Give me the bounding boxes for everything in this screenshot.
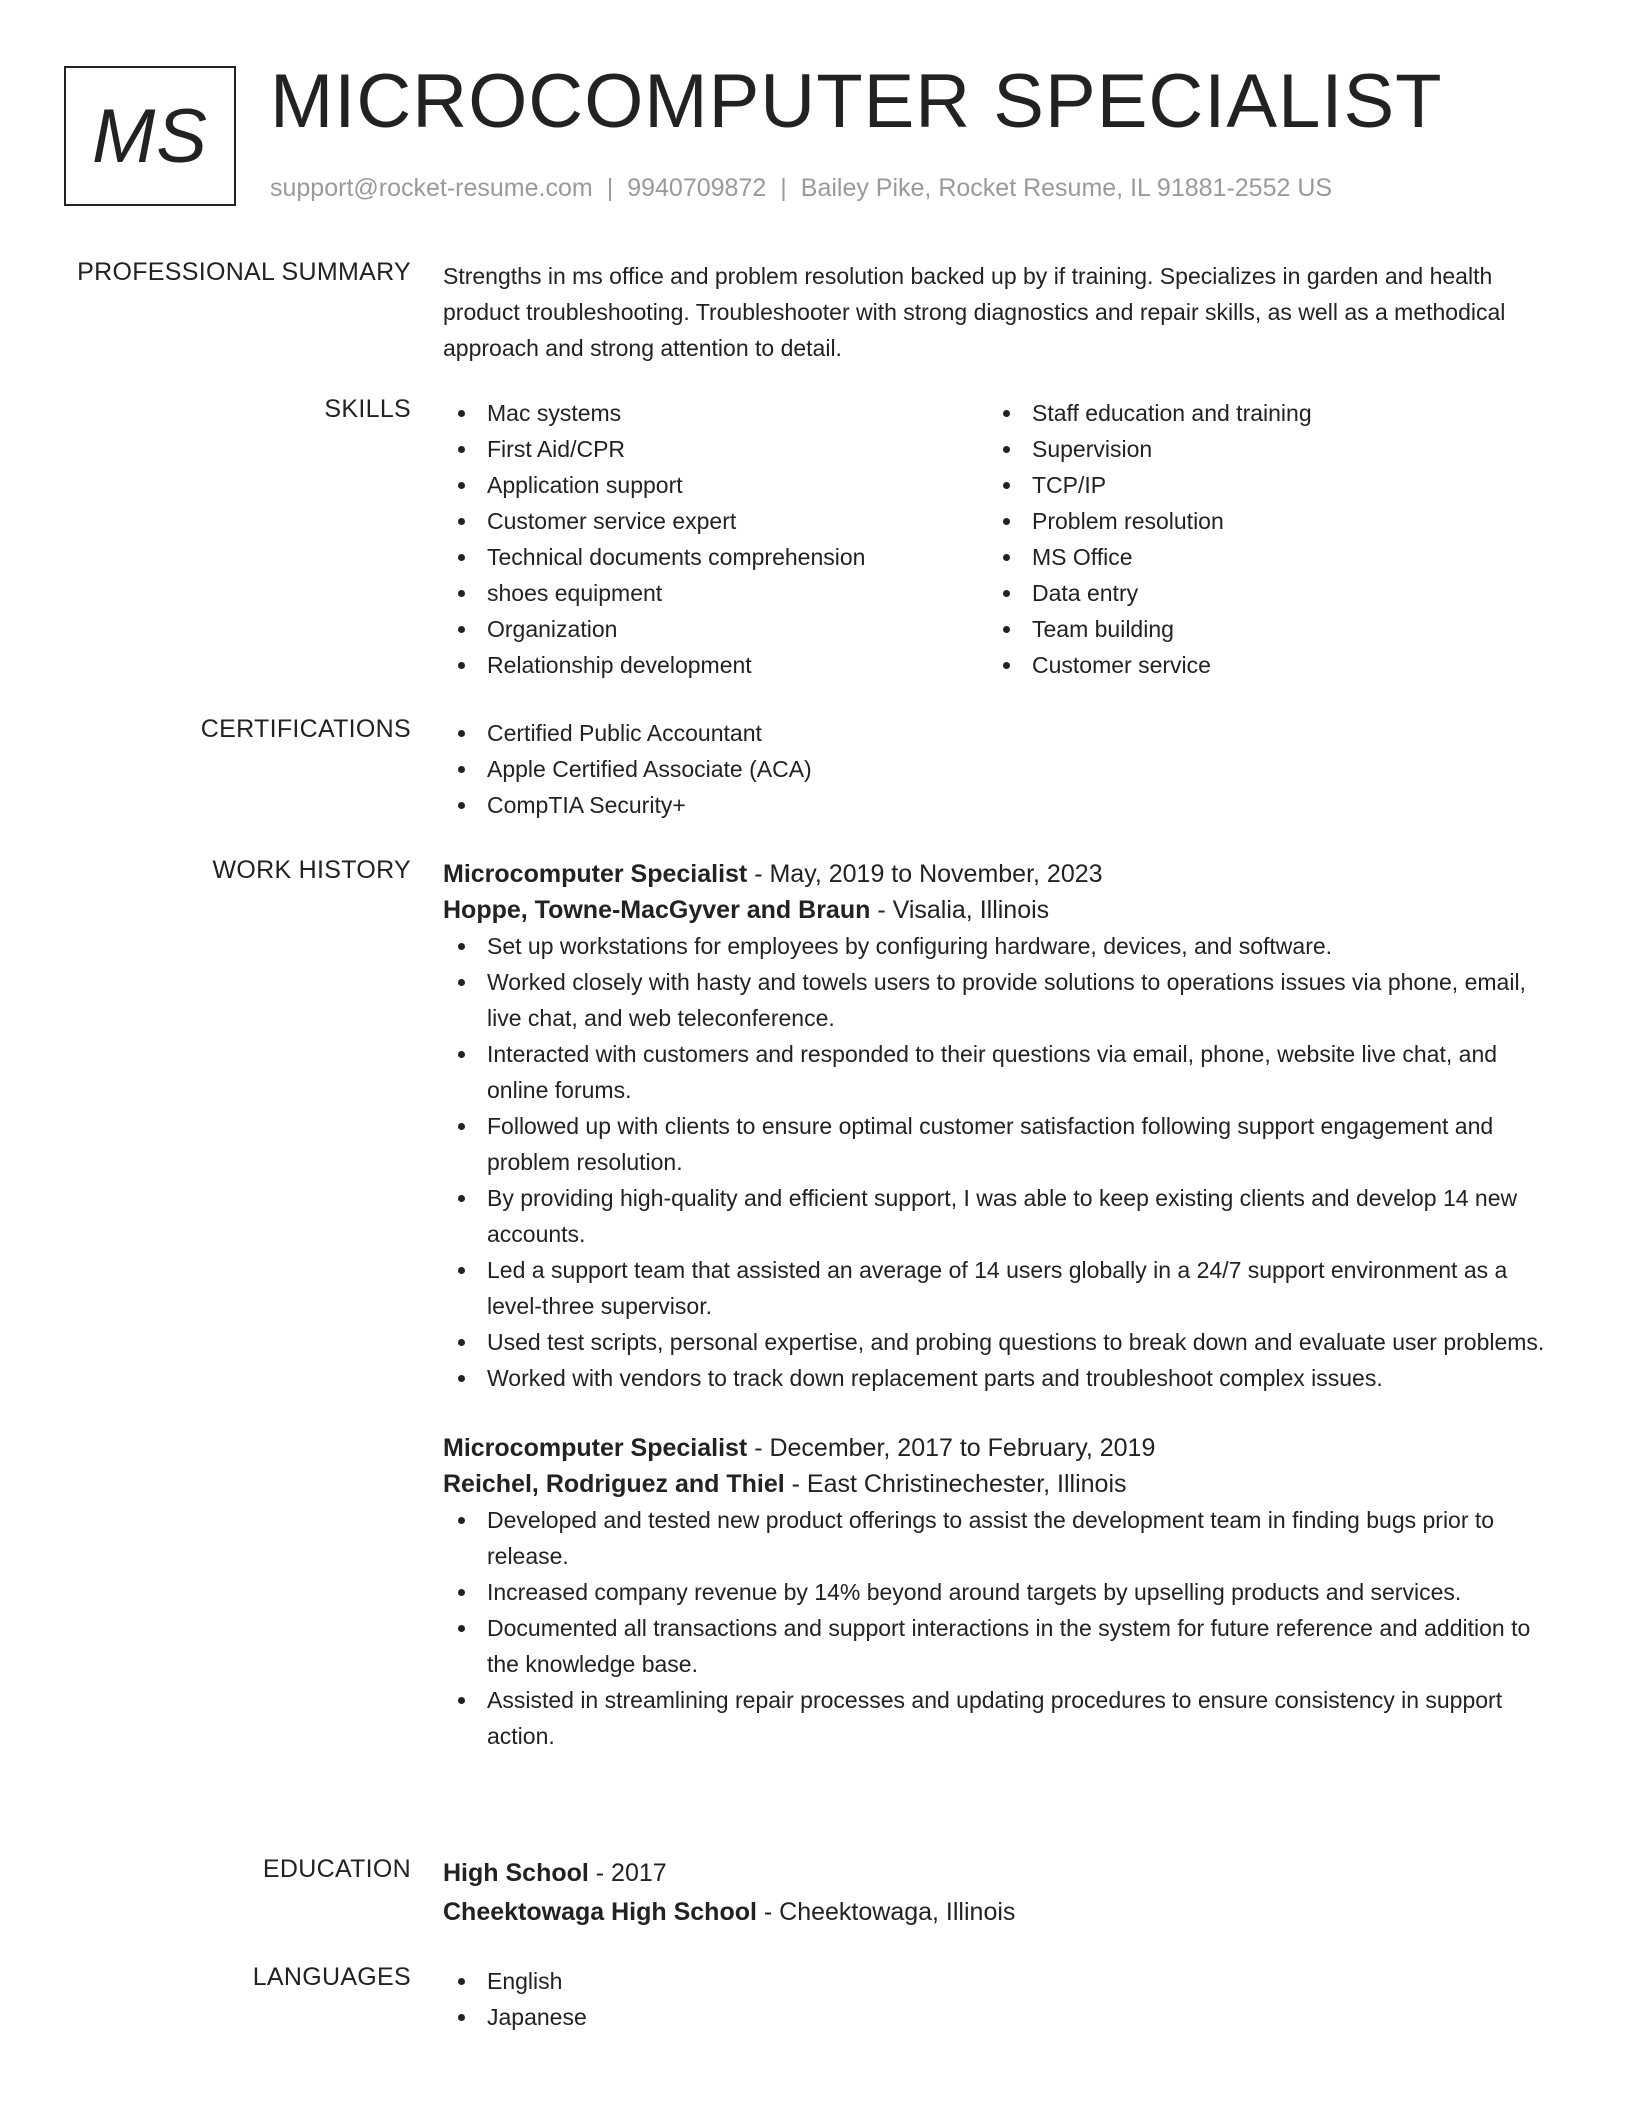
education-degree-line [443,1855,1553,1891]
job-bullet-item: Increased company revenue by 14% beyond around targets by upselling products and services. [443,1574,1553,1610]
skill-item: MS Office [988,539,1533,575]
job-bullet-item: Followed up with clients to ensure optimal customer satisfaction following support engagement and problem resolution. [443,1108,1553,1180]
job-bullet-item: By providing high-quality and efficient support, I was able to keep existing clients and develop 14 new accounts. [443,1180,1553,1252]
job-dates: - May, 2019 to November, 2023 [747,860,1103,888]
job-company: Reichel, Rodriguez and Thiel [443,1470,785,1498]
skill-item: Organization [443,611,988,647]
job-bullets [443,1502,1553,1754]
job-company: Hoppe, Towne-MacGyver and Braun [443,896,871,924]
job-bullet-item: Used test scripts, personal expertise, and probing questions to break down and evaluate user problems. [443,1324,1553,1360]
job-bullet-item: Interacted with customers and responded to their questions via email, phone, website live chat, and online forums. [443,1036,1553,1108]
job-company-line [443,1466,1553,1502]
job-entry [443,856,1553,1396]
education-year: - 2017 [588,1859,667,1887]
language-item: Japanese [443,1999,1553,2035]
summary-text: Strengths in ms office and problem resolution backed up by if training. Specializes in garden and health product troubleshooting. Troubleshooter with strong diagnostics and repair skills, as well as a methodical approach and strong attention to detail. [443,263,1506,361]
job-location: - Visalia, Illinois [870,896,1050,924]
skills-body [443,395,1553,683]
skill-item: First Aid/CPR [443,431,988,467]
skill-item: TCP/IP [988,467,1533,503]
contact-line [270,174,1332,203]
job-location: - East Christinechester, Illinois [784,1470,1127,1498]
job-title: Microcomputer Specialist [443,1434,748,1462]
certification-item: Certified Public Accountant [443,715,1553,751]
education-body [443,1855,1553,1930]
section-label-skills: SKILLS [324,395,411,423]
section-label-certifications: CERTIFICATIONS [200,715,411,743]
skill-item: Customer service [988,647,1533,683]
contact-email: support@rocket-resume.com [270,174,593,202]
job-bullets [443,928,1553,1396]
job-title: Microcomputer Specialist [443,860,748,888]
skill-item: Staff education and training [988,395,1533,431]
certifications-body [443,715,1553,823]
skill-item: Mac systems [443,395,988,431]
job-bullet-item: Developed and tested new product offerings to assist the development team in finding bugs prior to release. [443,1502,1553,1574]
job-bullet-item: Worked closely with hasty and towels users to provide solutions to operations issues via phone, email, live chat, and web teleconference. [443,964,1553,1036]
page-title: MICROCOMPUTER SPECIALIST [270,59,1443,144]
contact-separator: | [780,174,787,202]
job-bullet-item: Set up workstations for employees by configuring hardware, devices, and software. [443,928,1553,964]
skills-list-right [988,395,1533,683]
skill-item: Data entry [988,575,1533,611]
skill-item: shoes equipment [443,575,988,611]
job-dates: - December, 2017 to February, 2019 [747,1434,1156,1462]
skill-item: Team building [988,611,1533,647]
languages-list [443,1963,1553,2035]
section-label-summary: PROFESSIONAL SUMMARY [77,258,411,286]
certification-item: Apple Certified Associate (ACA) [443,751,1553,787]
contact-separator: | [606,174,614,202]
monogram-logo: MS [64,66,236,206]
languages-body [443,1963,1553,2035]
education-school-line [443,1894,1553,1930]
contact-address: Bailey Pike, Rocket Resume, IL 91881-2552 US [800,174,1333,202]
certifications-list [443,715,1553,823]
education-location: - Cheektowaga, Illinois [756,1898,1016,1926]
job-title-line [443,1430,1553,1466]
skills-list-left [443,395,988,683]
job-title-line [443,856,1553,892]
job-company-line [443,892,1553,928]
contact-phone: 9940709872 [627,174,767,202]
job-bullet-item: Led a support team that assisted an average of 14 users globally in a 24/7 support environment as a level-three supervisor. [443,1252,1553,1324]
section-label-work-history: WORK HISTORY [212,856,411,884]
language-item: English [443,1963,1553,1999]
section-label-education: EDUCATION [262,1855,411,1883]
skill-item: Supervision [988,431,1533,467]
summary-body [443,258,1553,366]
job-entry [443,1430,1553,1754]
skill-item: Customer service expert [443,503,988,539]
section-label-languages: LANGUAGES [252,1963,411,1991]
skill-item: Relationship development [443,647,988,683]
education-degree: High School [443,1859,589,1887]
skill-item: Application support [443,467,988,503]
job-bullet-item: Worked with vendors to track down replacement parts and troubleshoot complex issues. [443,1360,1553,1396]
work-history-body [443,856,1553,1754]
skill-item: Problem resolution [988,503,1533,539]
skill-item: Technical documents comprehension [443,539,988,575]
education-school: Cheektowaga High School [443,1898,757,1926]
job-bullet-item: Documented all transactions and support interactions in the system for future reference and addition to the knowledge base. [443,1610,1553,1682]
job-bullet-item: Assisted in streamlining repair processes and updating procedures to ensure consistency in support action. [443,1682,1553,1754]
certification-item: CompTIA Security+ [443,787,1553,823]
